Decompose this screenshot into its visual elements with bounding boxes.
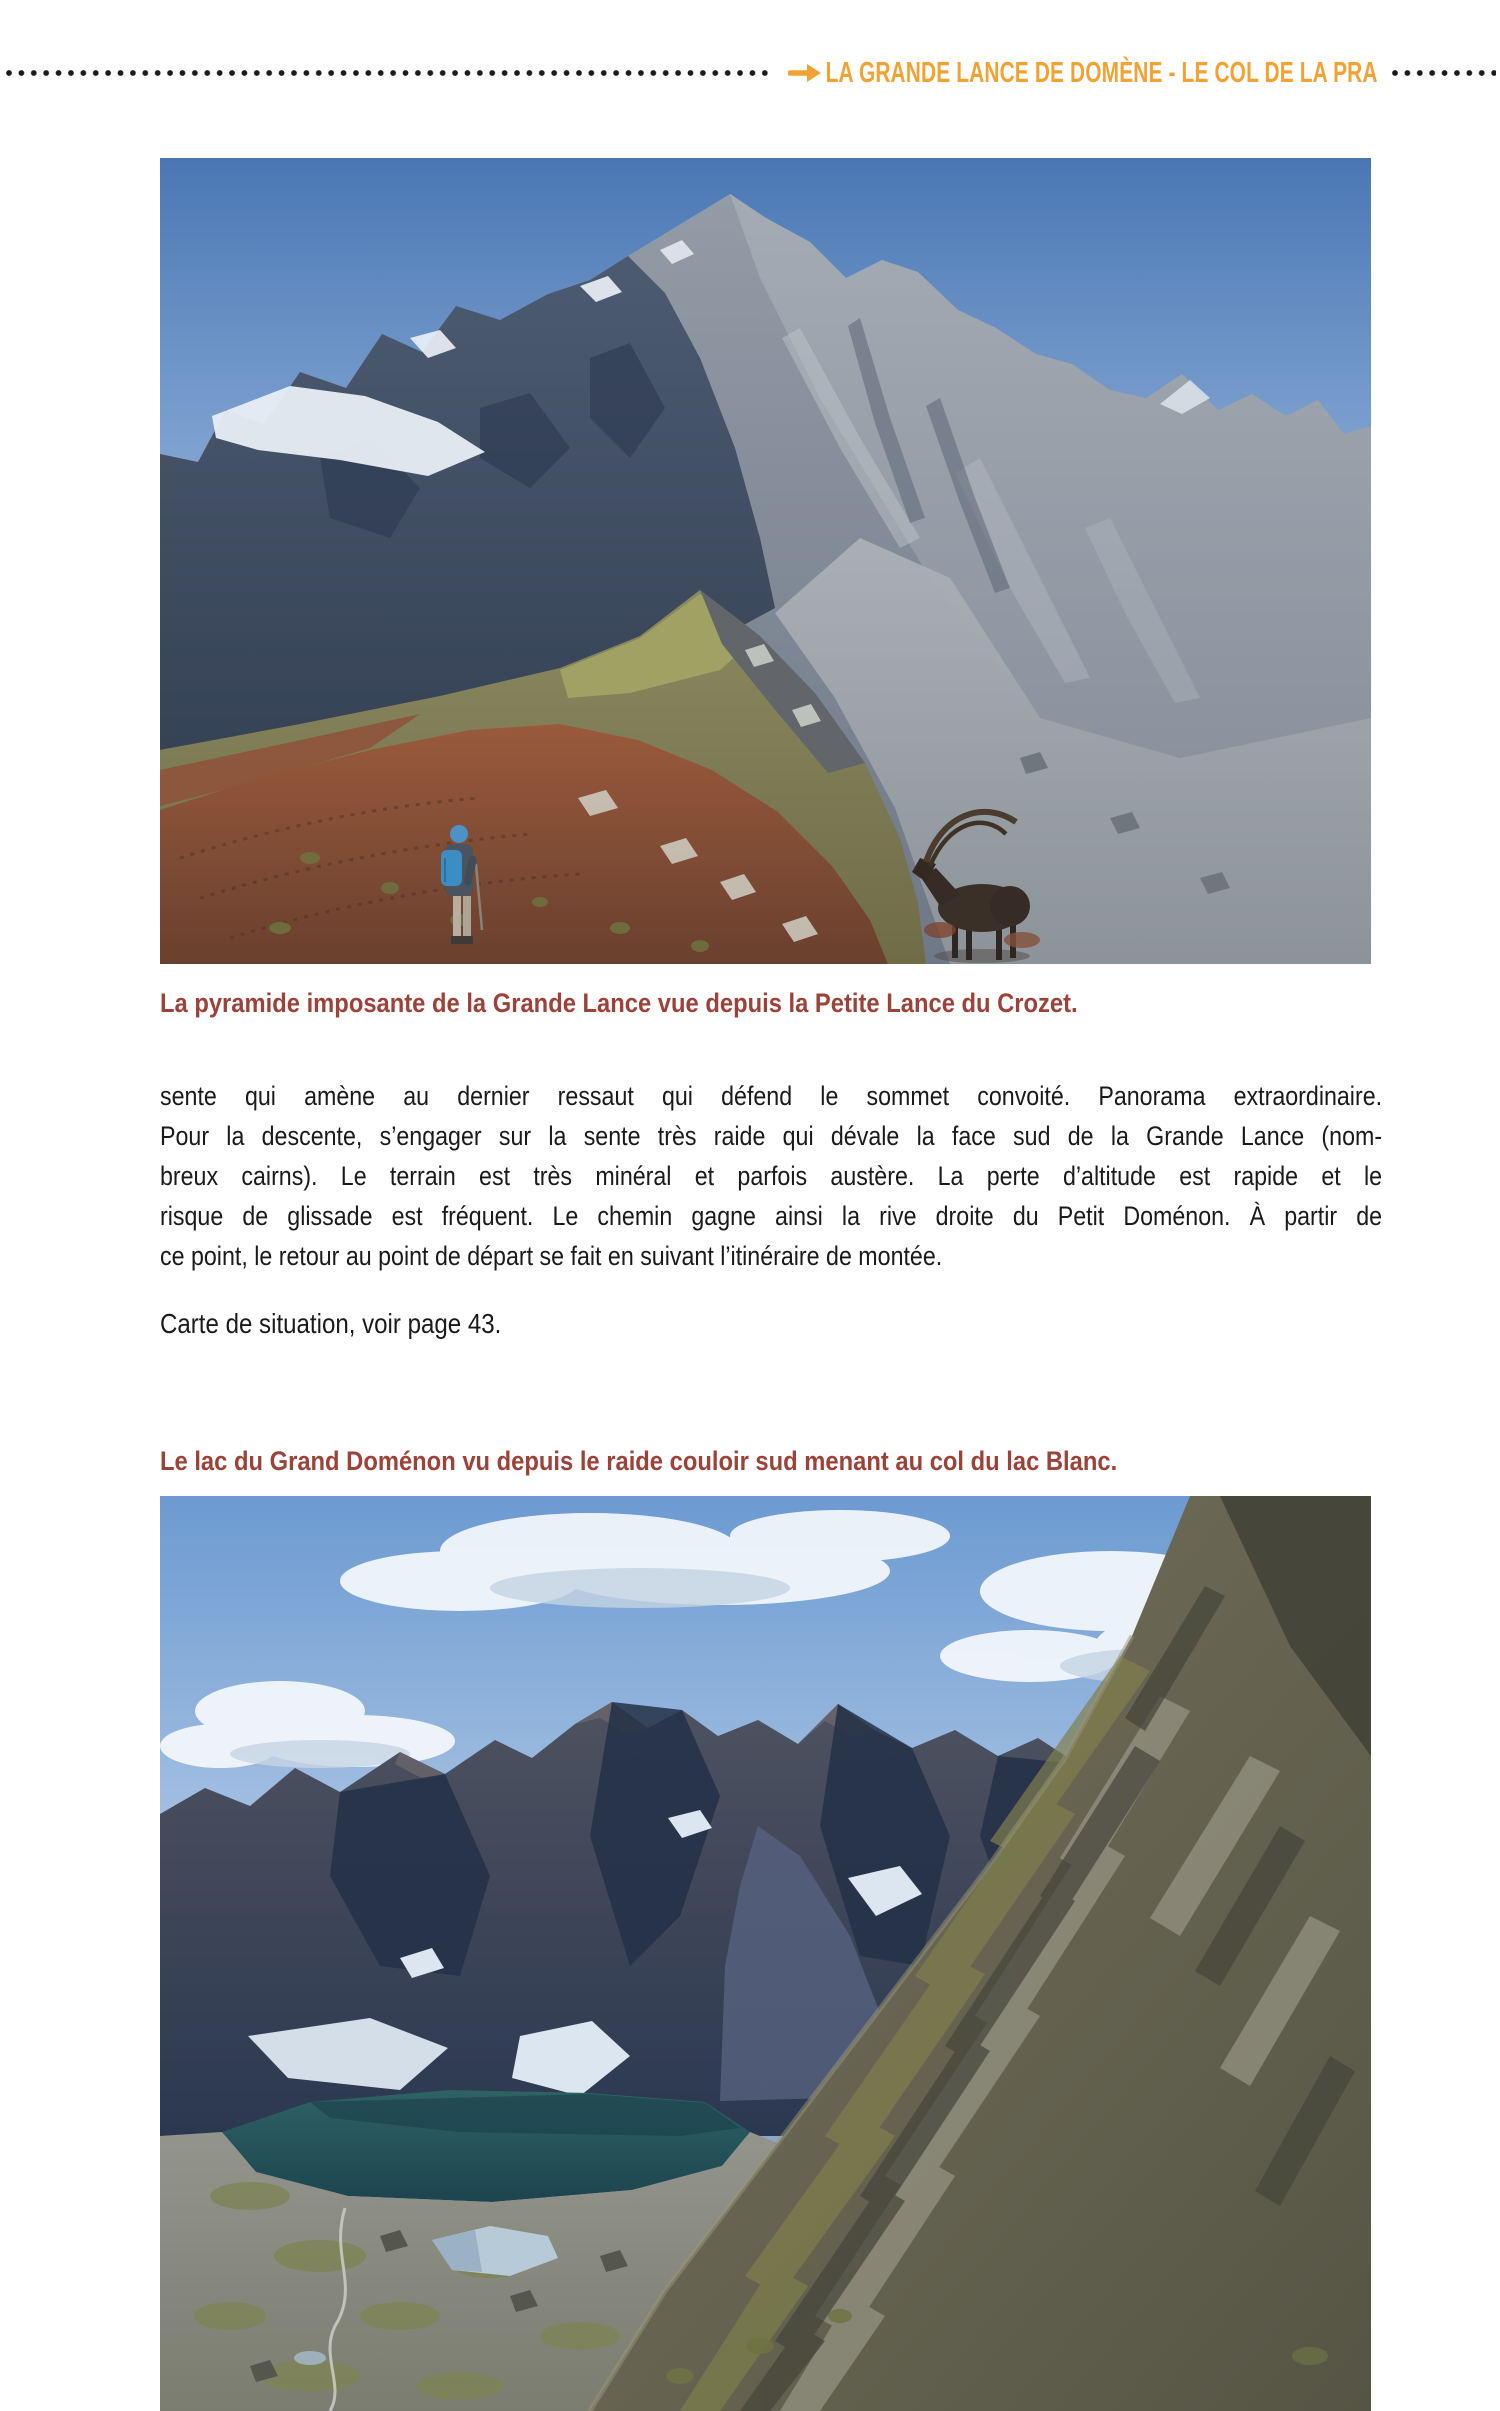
header-dotted-rule-right bbox=[1392, 69, 1496, 77]
map-reference-note: Carte de situation, voir page 43. bbox=[160, 1308, 502, 1339]
body-line: ce point, le retour au point de départ se fait en suivant l’itinéraire de montée. bbox=[160, 1241, 943, 1271]
photo-grande-lance-art bbox=[160, 158, 1371, 964]
photo2-caption: Le lac du Grand Doménon vu depuis le raide couloir sud menant au col du lac Blanc. bbox=[160, 1446, 1118, 1476]
body-paragraph bbox=[160, 1076, 1382, 1276]
page-header-title: LA GRANDE LANCE DE DOMÈNE - LE COL DE LA PRA bbox=[826, 57, 1378, 89]
photo-grande-lance bbox=[160, 158, 1371, 964]
body-line: Pour la descente, s’engager sur la sente très raide qui dévale la face sud de la Grande Lance (nom- bbox=[160, 1121, 1383, 1151]
photo-lac-art bbox=[160, 1496, 1371, 2411]
photo-lac-grand-domenon bbox=[160, 1496, 1371, 2411]
body-line: risque de glissade est fréquent. Le chemin gagne ainsi la rive droite du Petit Doménon. À partir de bbox=[160, 1201, 1383, 1231]
right-arrow-icon bbox=[788, 62, 822, 84]
body-line: sente qui amène au dernier ressaut qui défend le sommet convoité. Panorama extraordinaire. bbox=[160, 1081, 1383, 1111]
body-line: breux cairns). Le terrain est très minéral et parfois austère. La perte d’altitude est rapide et le bbox=[160, 1161, 1383, 1191]
header-dotted-rule-left bbox=[6, 69, 774, 77]
photo1-caption: La pyramide imposante de la Grande Lance vue depuis la Petite Lance du Crozet. bbox=[160, 988, 1078, 1018]
